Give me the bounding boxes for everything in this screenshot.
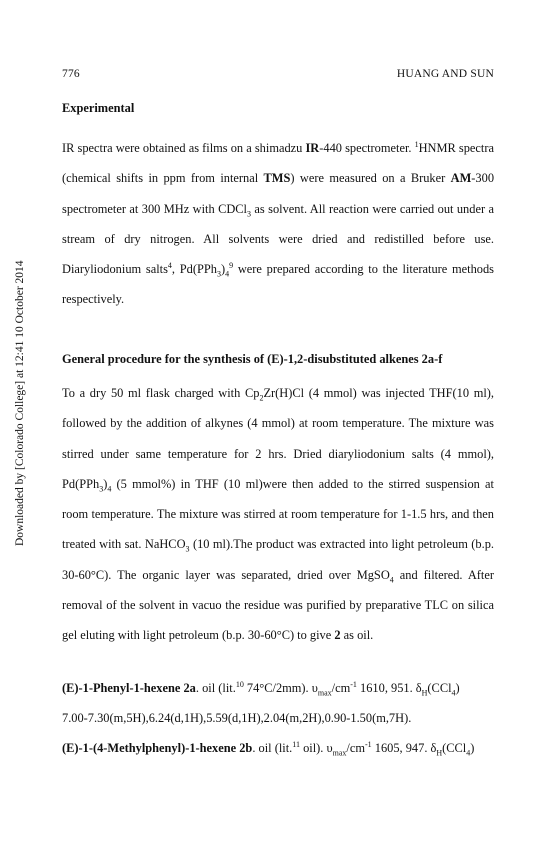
experimental-heading: Experimental	[62, 101, 135, 115]
compound-2b-entry: (E)-1-(4-Methylphenyl)-1-hexene 2b. oil (lit.$^{11}$ oil). $\upsilon_{max}/cm^{-1}$ 1605, 947. $\delta_H(CCl_4)$	[62, 739, 475, 758]
compound-2a-entry: (E)-1-Phenyl-1-hexene 2a. oil (lit.$^{10}$ 74°C/2mm). $\upsilon_{max}/cm^{-1}$ 1610, 951. $\delta_H(CCl_4)$	[62, 679, 460, 698]
compound-2a-nmr: 7.00-7.30(m,5H),6.24(d,1H),5.59(d,1H),2.04(m,2H),0.90-1.50(m,7H).	[62, 711, 412, 725]
general-procedure-paragraph: To a dry 50 ml flask charged with $Cp_2Zr(H)Cl$ (4 mmol) was injected THF(10 ml), followed by the addition of alkynes (4 mmol) at room temperature. The mixture was stirred under same temperature for 2 hrs. Dried diaryliodonium salts (4 mmol), $Pd(PPh_3)_4$ (5 mmol%) in THF (10 ml)were then added to the stirred suspension at room temperature. The mixture was stirred at room temperature for 1-1.5 hrs, and then treated with sat. NaHCO$_3$ (10 ml).The product was extracted into light petroleum (b.p. 30-60°C). The organic layer was separated, dried over MgSO$_4$ and filtered. After removal of the solvent in vacuo the residue was purified by preparative TLC on silica gel eluting with light petroleum (b.p. 30-60°C) to give 2 as oil.	[62, 386, 495, 643]
page-number: 776	[62, 68, 80, 80]
experimental-paragraph: IR spectra were obtained as films on a shimadzu IR-440 spectrometer. $^1$HNMR spectra (chemical shifts in ppm from internal TMS) were measured on a Bruker AM-300 spectrometer at 300 MHz with CDCl$_3$ as solvent. All reaction were carried out under a stream of dry nitrogen. All solvents were dried and redistilled before use. Diaryliodonium salts$^4$, $Pd(PPh_3)_4^9$ were prepared according to the literature methods respectively.	[62, 139, 495, 307]
general-procedure-heading: General procedure for the synthesis of (E)-1,2-disubstituted alkenes 2a-f	[62, 352, 443, 366]
download-watermark: Downloaded by [Colorado College] at 12:41 10 October 2014	[14, 260, 26, 546]
running-header-authors: HUANG AND SUN	[396, 68, 494, 80]
